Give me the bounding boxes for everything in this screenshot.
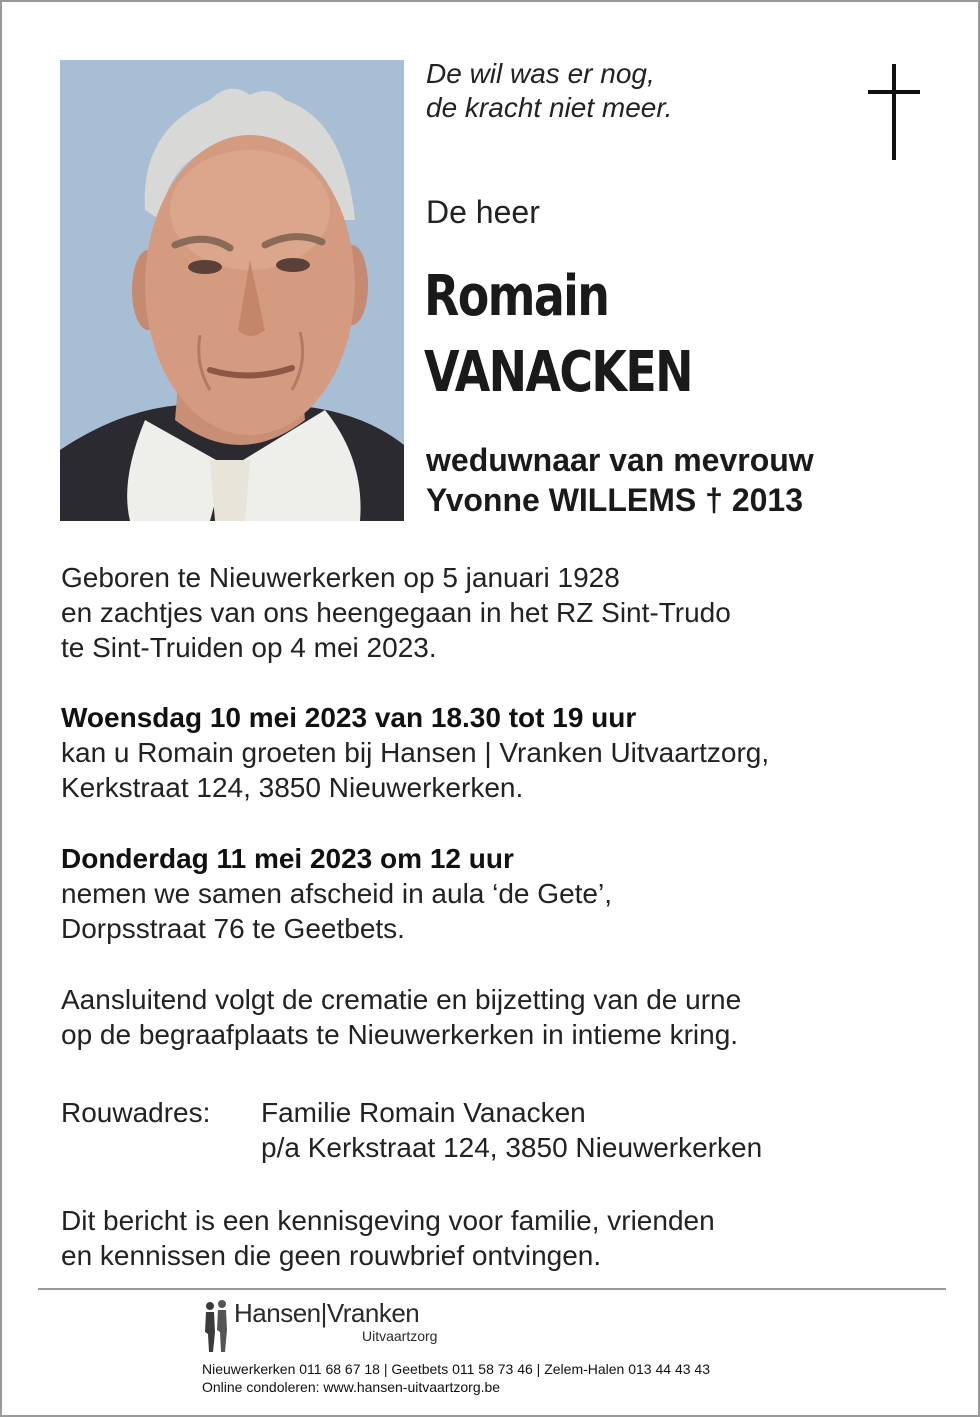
quote-line-2: de kracht niet meer. (426, 92, 673, 123)
notice-line-2: en kennissen die geen rouwbrief ontvingen. (61, 1240, 602, 1271)
footer-phones: Nieuwerkerken 011 68 67 18 | Geetbets 011 58 73 46 | Zelem-Halen 013 44 43 43 (202, 1361, 710, 1377)
birth-line-1: Geboren te Nieuwerkerken op 5 januari 1928 (61, 562, 620, 593)
memorial-quote (426, 57, 672, 125)
deceased-first-name: Romain (424, 264, 609, 329)
quote-line-1: De wil was er nog, (426, 58, 655, 89)
visitation-heading: Woensdag 10 mei 2023 van 18.30 tot 19 uur (61, 702, 637, 733)
farewell-heading: Donderdag 11 mei 2023 om 12 uur (61, 843, 514, 874)
farewell-line-2: Dorpsstraat 76 te Geetbets. (61, 913, 405, 944)
spouse-line-2: Yvonne WILLEMS † 2013 (426, 482, 803, 518)
footer-online: Online condoleren: www.hansen-uitvaartzorg.be (202, 1379, 501, 1395)
logo-subtitle: Uitvaartzorg (362, 1328, 438, 1344)
cremation-line-2: op de begraafplaats te Nieuwerkerken in intieme kring. (61, 1019, 739, 1050)
birth-line-2: en zachtjes van ons heengegaan in het RZ Sint-Trudo (61, 597, 731, 628)
birth-death-info (61, 560, 731, 665)
birth-line-3: te Sint-Truiden op 4 mei 2023. (61, 632, 437, 663)
address-line-1: Familie Romain Vanacken (261, 1097, 586, 1128)
visitation-info (61, 700, 769, 805)
notice-info (61, 1203, 715, 1273)
divider (38, 1288, 946, 1290)
mourning-address (261, 1095, 762, 1165)
spouse-info (426, 440, 814, 520)
address-line-2: p/a Kerkstraat 124, 3850 Nieuwerkerken (261, 1132, 763, 1163)
deceased-last-name: VANACKEN (424, 340, 692, 405)
address-label: Rouwadres: (61, 1097, 211, 1128)
salutation: De heer (426, 194, 540, 230)
spouse-line-1: weduwnaar van mevrouw (426, 442, 814, 478)
farewell-info (61, 841, 612, 946)
cremation-line-1: Aansluitend volgt de crematie en bijzetting van de urne (61, 984, 742, 1015)
visitation-line-1: kan u Romain groeten bij Hansen | Vranken Uitvaartzorg, (61, 737, 770, 768)
cross-icon (864, 64, 924, 162)
figures-icon (198, 1298, 238, 1356)
farewell-line-1: nemen we samen afscheid in aula ‘de Gete’, (61, 878, 612, 909)
funeral-home-logo (198, 1298, 458, 1356)
portrait-photo (60, 60, 404, 521)
logo-name: Hansen|Vranken (234, 1298, 420, 1328)
cremation-info (61, 982, 741, 1052)
notice-line-1: Dit bericht is een kennisgeving voor familie, vrienden (61, 1205, 715, 1236)
visitation-line-2: Kerkstraat 124, 3850 Nieuwerkerken. (61, 772, 524, 803)
